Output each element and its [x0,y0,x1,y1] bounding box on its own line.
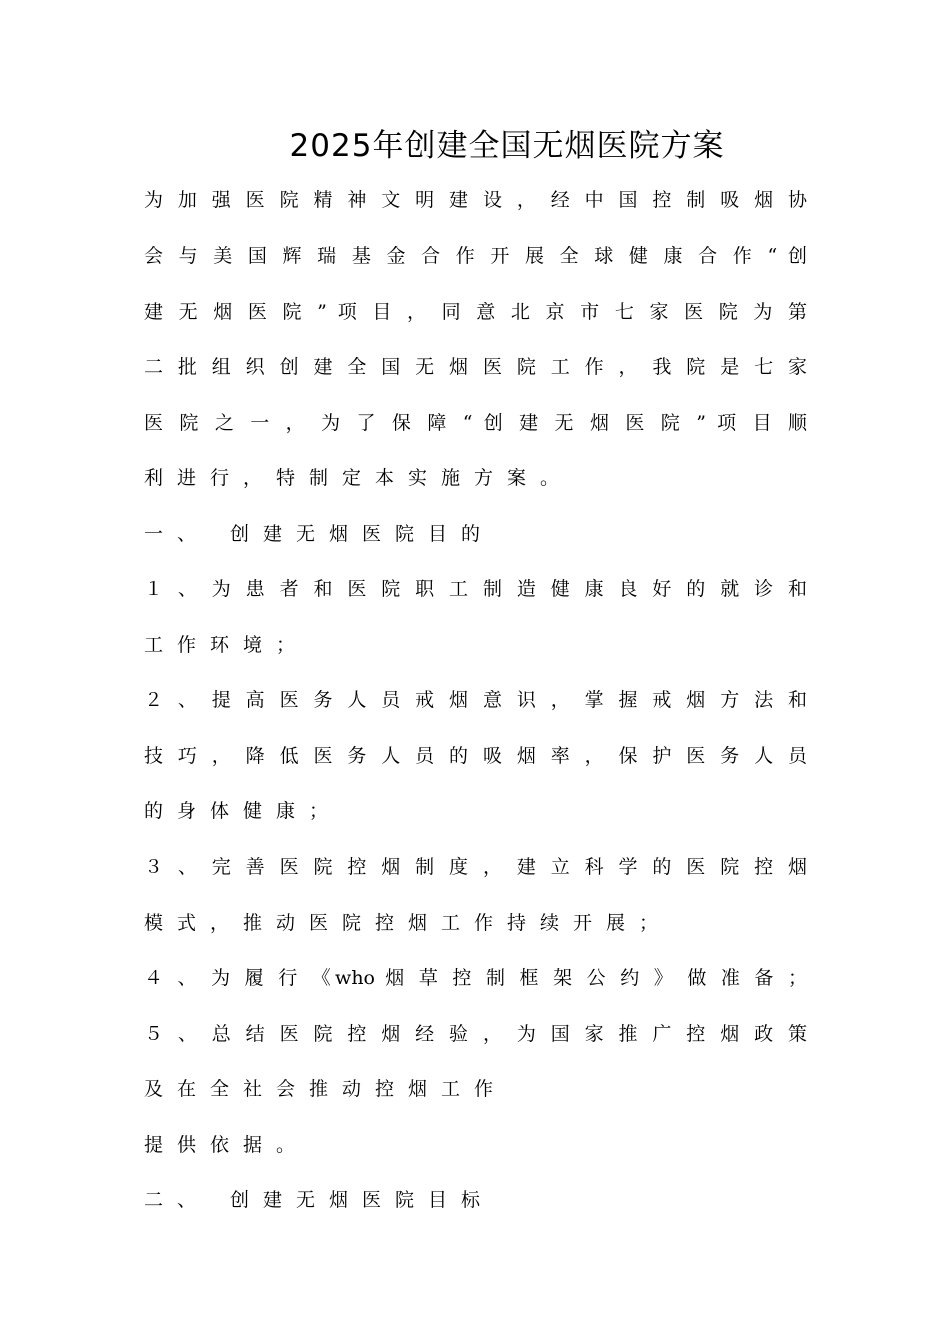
list-item: １ 、 为 患 者 和 医 院 职 工 制 造 健 康 良 好 的 就 诊 和 [144,578,807,600]
body-line: 利进行，特制定本实施方案。 [144,467,574,489]
list-item: ４ 、 为 履 行 《who 烟 草 控 制 框 架 公 约 》 做 准 备 ； [144,967,807,989]
body-line: 建 无 烟 医 院 ” 项 目 ， 同 意 北 京 市 七 家 医 院 为 第 [144,301,807,323]
list-item-continuation: 工作环境； [144,634,310,656]
body-line: 为 加 强 医 院 精 神 文 明 建 设 ， 经 中 国 控 制 吸 烟 协 [144,189,807,211]
body-line: 医 院 之 一 ， 为 了 保 障 “ 创 建 无 烟 医 院 ” 项 目 顺 [144,412,807,434]
section-heading: 一、 创建无烟医院目的 [144,523,495,545]
section-heading: 二、 创建无烟医院目标 [144,1189,495,1211]
list-item-continuation: 技 巧 ， 降 低 医 务 人 员 的 吸 烟 率 ， 保 护 医 务 人 员 [144,745,807,767]
list-item: ３ 、 完 善 医 院 控 烟 制 度 ， 建 立 科 学 的 医 院 控 烟 [144,856,807,878]
list-item-continuation: 及在全社会推动控烟工作 [144,1078,508,1100]
body-line: 会 与 美 国 辉 瑞 基 金 合 作 开 展 全 球 健 康 合 作 “ 创 [144,245,807,267]
document-title: 2025年创建全国无烟医院方案 [289,128,725,164]
body-line: 二 批 组 织 创 建 全 国 无 烟 医 院 工 作 ， 我 院 是 七 家 [144,356,807,378]
list-item: ５ 、 总 结 医 院 控 烟 经 验 ， 为 国 家 推 广 控 烟 政 策 [144,1023,807,1045]
list-item-continuation: 的身体健康； [144,800,343,822]
list-item-continuation: 提供依据。 [144,1134,310,1156]
list-item-continuation: 模式，推动医院控烟工作持续开展； [144,912,673,934]
list-item: ２ 、 提 高 医 务 人 员 戒 烟 意 识 ， 掌 握 戒 烟 方 法 和 [144,689,807,711]
